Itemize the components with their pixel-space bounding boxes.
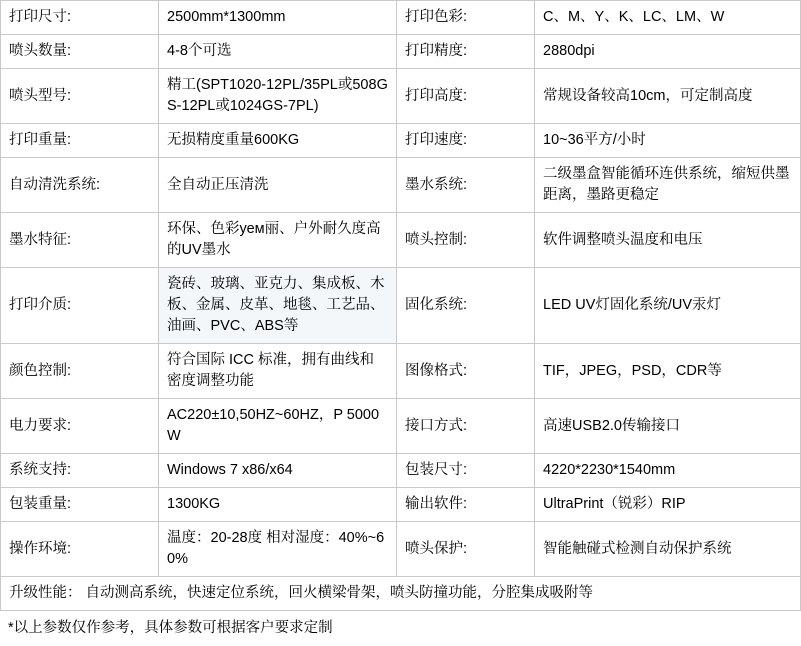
row-label-auto-clean: 自动清洗系统:: [1, 158, 159, 213]
row-label-ink-features: 墨水特征:: [1, 213, 159, 268]
row-label-head-control: 喷头控制:: [397, 213, 535, 268]
row-label-print-height: 打印高度:: [397, 69, 535, 124]
table-row: [1, 488, 801, 522]
row-value-os-support: Windows 7 x86/x64: [159, 454, 397, 488]
row-value-auto-clean: 全自动正压清洗: [159, 158, 397, 213]
row-value-output-software: UltraPrint（锐彩）RIP: [535, 488, 801, 522]
row-label-ink-system: 墨水系统:: [397, 158, 535, 213]
table-row: [1, 213, 801, 268]
row-label-head-count: 喷头数量:: [1, 35, 159, 69]
row-value-curing-system: LED UV灯固化系统/UV汞灯: [535, 268, 801, 344]
table-row: [1, 268, 801, 344]
row-label-os-support: 系统支持:: [1, 454, 159, 488]
table-row: [1, 399, 801, 454]
row-label-print-size: 打印尺寸:: [1, 1, 159, 35]
row-label-package-size: 包装尺寸:: [397, 454, 535, 488]
row-label-head-model: 喷头型号:: [1, 69, 159, 124]
row-label-curing-system: 固化系统:: [397, 268, 535, 344]
table-row: [1, 35, 801, 69]
row-label-environment: 操作环境:: [1, 522, 159, 577]
table-row: [1, 158, 801, 213]
row-value-power: AC220±10,50HZ~60HZ，P 5000W: [159, 399, 397, 454]
row-label-print-weight: 打印重量:: [1, 124, 159, 158]
table-row: [1, 522, 801, 577]
row-value-ink-system: 二级墨盒智能循环连供系统，缩短供墨距离，墨路更稳定: [535, 158, 801, 213]
table-body: [1, 1, 801, 611]
row-label-print-accuracy: 打印精度:: [397, 35, 535, 69]
row-value-image-format: TIF，JPEG，PSD，CDR等: [535, 344, 801, 399]
row-value-head-protection: 智能触碰式检测自动保护系统: [535, 522, 801, 577]
row-value-print-accuracy: 2880dpi: [535, 35, 801, 69]
row-label-interface: 接口方式:: [397, 399, 535, 454]
row-label-print-speed: 打印速度:: [397, 124, 535, 158]
row-label-color-control: 颜色控制:: [1, 344, 159, 399]
row-value-interface: 高速USB2.0传输接口: [535, 399, 801, 454]
upgrade-performance-text: 升级性能： 自动测高系统，快速定位系统，回火横梁骨架，喷头防撞功能，分腔集成吸附等: [1, 577, 801, 611]
table-row: [1, 344, 801, 399]
row-value-package-weight: 1300KG: [159, 488, 397, 522]
row-value-head-model: 精工(SPT1020-12PL/35PL或508GS-12PL或1024GS-7PL): [159, 69, 397, 124]
row-label-output-software: 输出软件:: [397, 488, 535, 522]
row-label-head-protection: 喷头保护:: [397, 522, 535, 577]
table-row: [1, 124, 801, 158]
row-label-package-weight: 包装重量:: [1, 488, 159, 522]
table-row: [1, 69, 801, 124]
row-value-print-size: 2500mm*1300mm: [159, 1, 397, 35]
row-label-image-format: 图像格式:: [397, 344, 535, 399]
row-value-color-control: 符合国际 ICC 标准，拥有曲线和密度调整功能: [159, 344, 397, 399]
row-value-head-count: 4-8个可选: [159, 35, 397, 69]
table-row: [1, 1, 801, 35]
row-label-print-color: 打印色彩:: [397, 1, 535, 35]
disclaimer-note: *以上参数仅作参考，具体参数可根据客户要求定制: [8, 620, 333, 637]
row-label-power: 电力要求:: [1, 399, 159, 454]
row-value-print-speed: 10~36平方/小时: [535, 124, 801, 158]
row-value-print-weight: 无损精度重量600KG: [159, 124, 397, 158]
table-row: [1, 454, 801, 488]
row-value-media: 瓷砖、玻璃、亚克力、集成板、木板、金属、皮革、地毯、工艺品、油画、PVC、ABS等: [159, 268, 397, 344]
row-value-ink-features: 环保、色彩уем丽、户外耐久度高的UV墨水: [159, 213, 397, 268]
row-label-media: 打印介质:: [1, 268, 159, 344]
row-value-print-height: 常规设备较高10cm，可定制高度: [535, 69, 801, 124]
row-value-environment: 温度：20-28度 相对湿度：40%~60%: [159, 522, 397, 577]
row-value-head-control: 软件调整喷头温度和电压: [535, 213, 801, 268]
row-value-package-size: 4220*2230*1540mm: [535, 454, 801, 488]
row-value-print-color: C、M、Y、K、LC、LM、W: [535, 1, 801, 35]
table-row-upgrade: [1, 577, 801, 611]
